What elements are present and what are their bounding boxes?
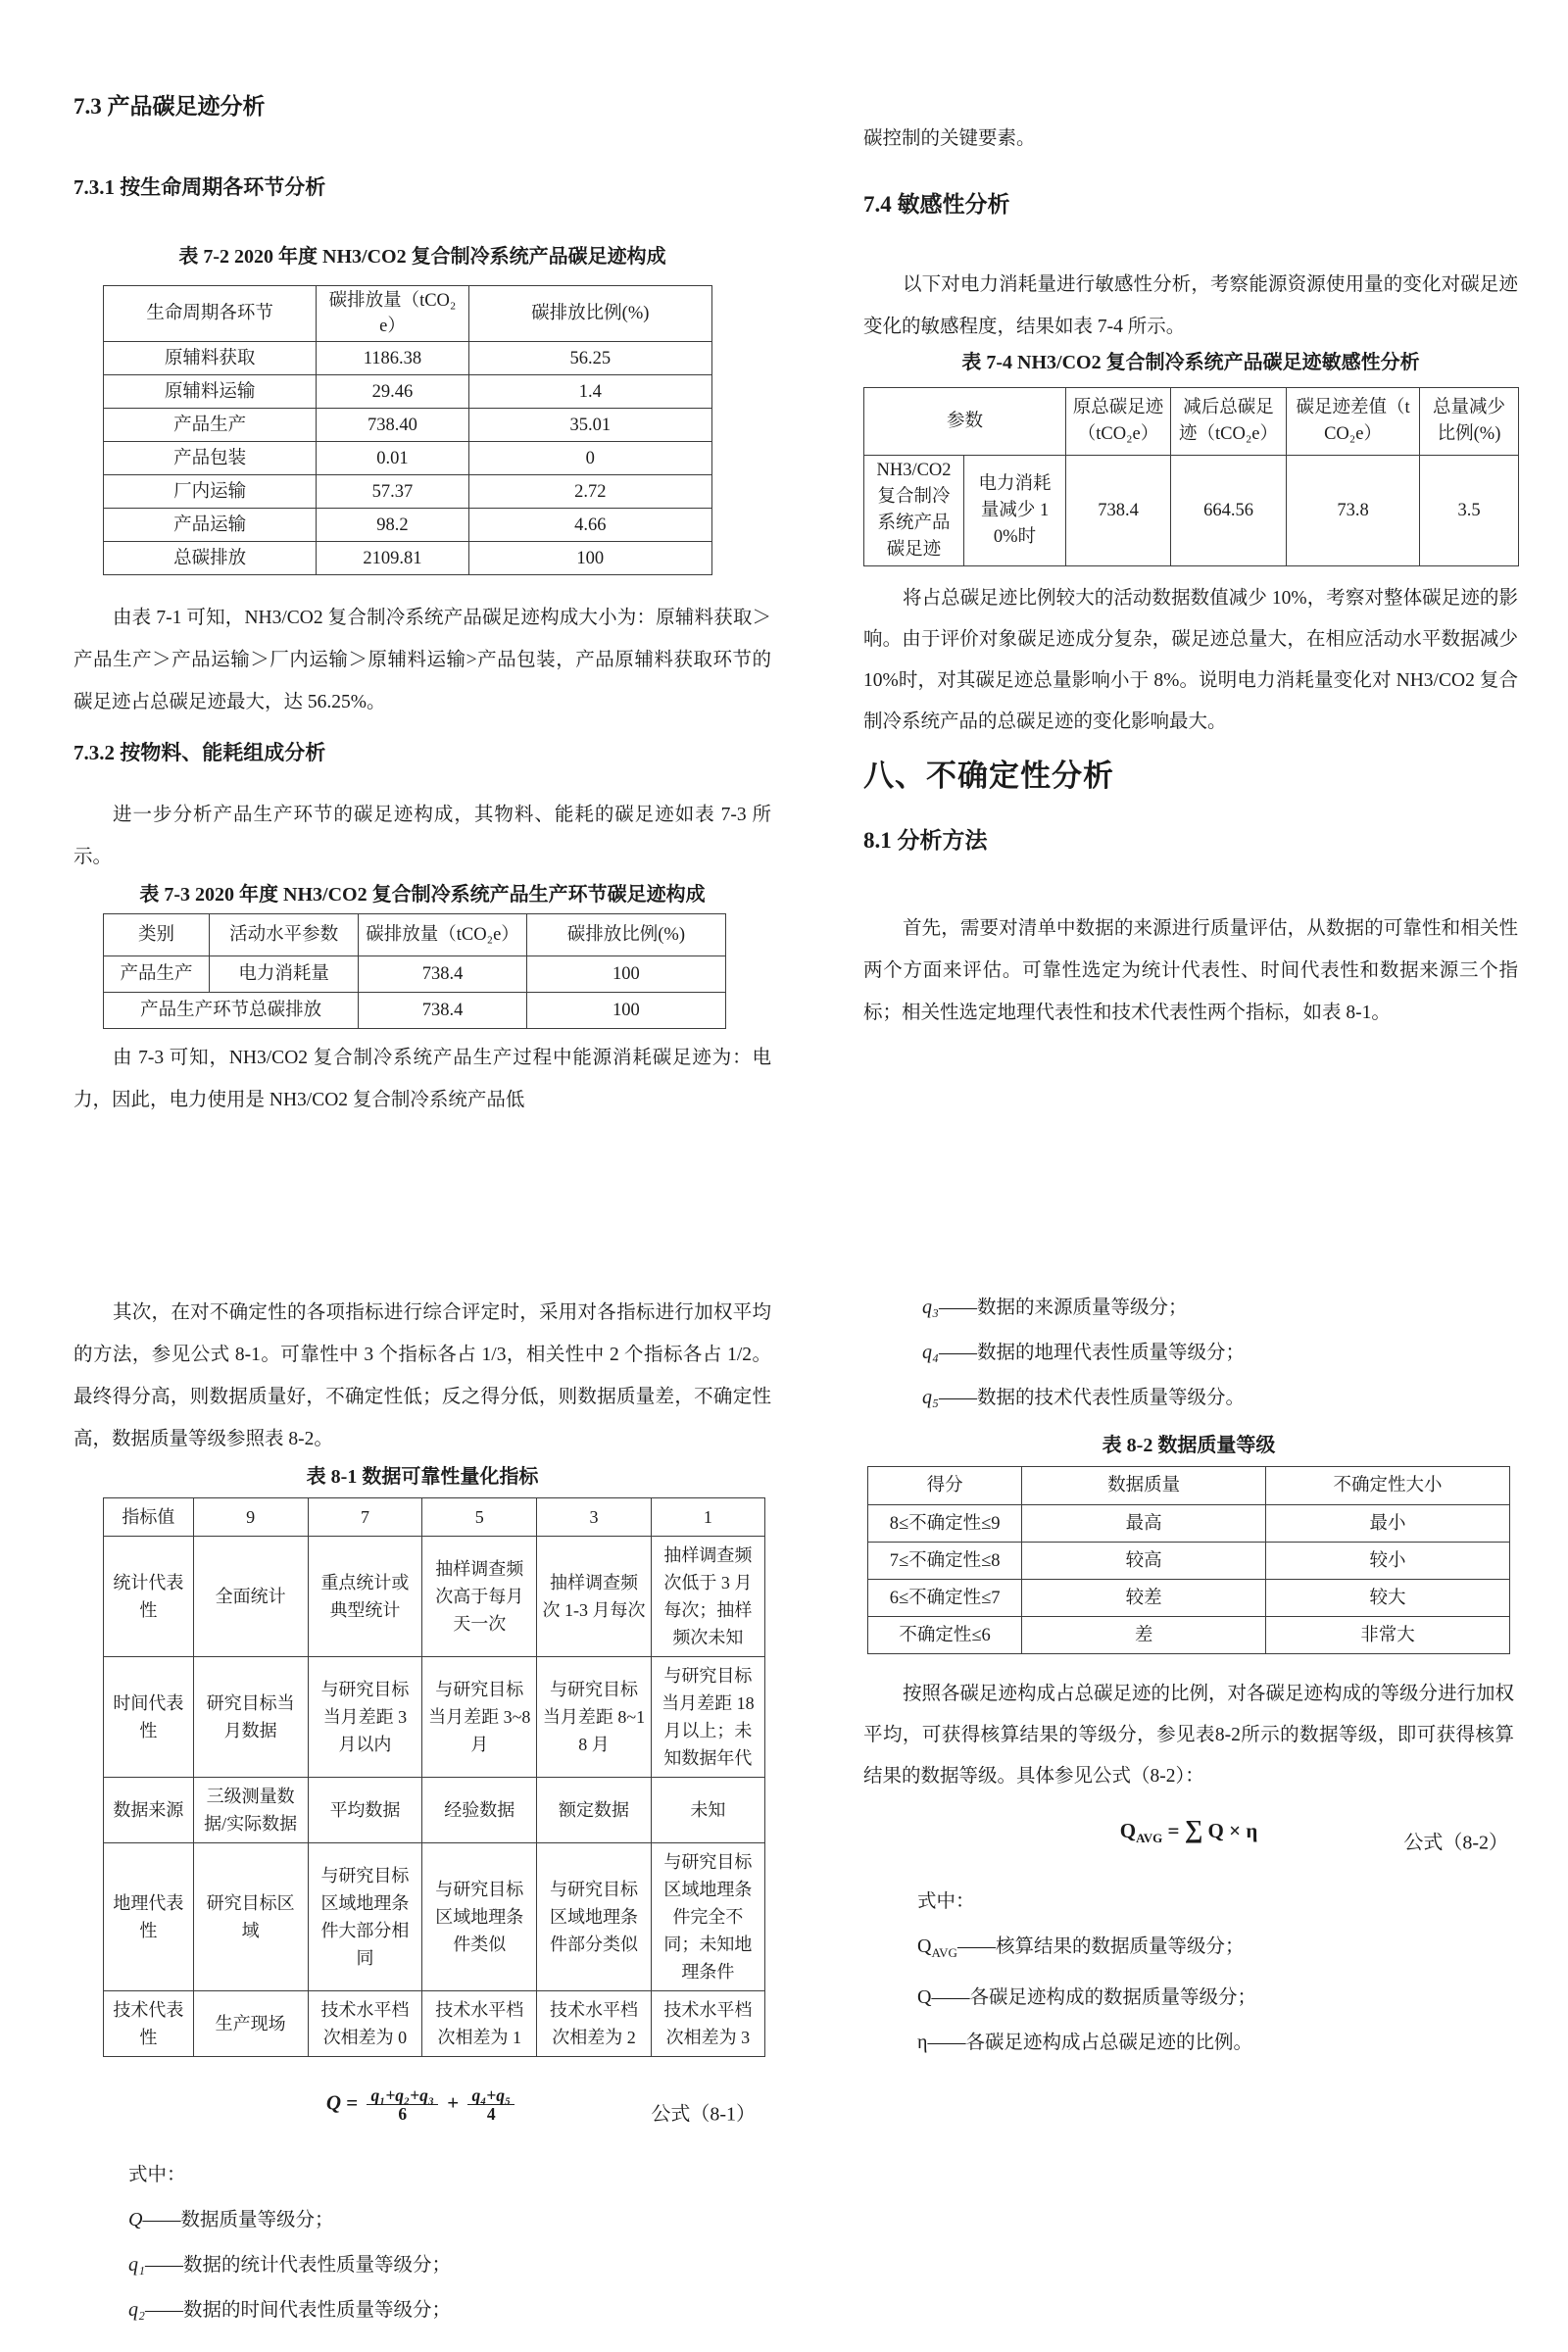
cell: 未知 xyxy=(651,1778,764,1843)
cell: 抽样调查频次低于 3 月每次；抽样频次未知 xyxy=(651,1537,764,1657)
paragraph-continuation: 碳控制的关键要素。 xyxy=(863,128,1036,149)
cell: 100 xyxy=(526,993,725,1029)
plus-sign: + xyxy=(441,2090,465,2115)
fraction-1 xyxy=(367,2086,438,2124)
formula-8-1-label: 公式（8-1） xyxy=(651,2103,756,2126)
definition-text: ——各碳足迹构成的数据质量等级分； xyxy=(931,1986,1256,2008)
cell: 研究目标区域 xyxy=(193,1843,308,1991)
col-uncertainty: 不确定性大小 xyxy=(1266,1467,1510,1505)
cell: 738.4 xyxy=(359,993,526,1029)
cell: 统计代表性 xyxy=(104,1537,194,1657)
cell: 全面统计 xyxy=(193,1537,308,1657)
cell: 技术水平档次相差为 0 xyxy=(308,1991,422,2057)
cell: 产品运输 xyxy=(104,509,317,542)
col-score-1: 1 xyxy=(651,1498,764,1537)
cell: 数据来源 xyxy=(104,1778,194,1843)
cell: 664.56 xyxy=(1171,456,1287,566)
cell: 三级测量数据/实际数据 xyxy=(193,1778,308,1843)
paragraph-grade-weighting: 按照各碳足迹构成占总碳足迹的比例，对各碳足迹构成的等级分进行加权平均，可获得核算结果的等级分，参见表8-2所示的数据等级，即可获得核算结果的数据等级。具体参见公式（8-2）： xyxy=(863,1684,1515,1787)
table-8-2 xyxy=(867,1466,1510,1654)
table-7-3-caption: 表 7-3 2020 年度 NH3/CO2 复合制冷系统产品生产环节碳足迹构成 xyxy=(139,884,706,906)
cell: 生产现场 xyxy=(193,1991,308,2057)
definition-Q xyxy=(74,2208,771,2232)
table-row xyxy=(104,409,712,442)
definition-QAVG xyxy=(863,1935,1514,1965)
cell: 98.2 xyxy=(317,509,468,542)
section-7-3-title: 7.3 产品碳足迹分析 xyxy=(74,94,266,119)
cell: 抽样调查频次 1-3 月每次 xyxy=(537,1537,652,1657)
definition-Q xyxy=(863,1985,1514,2010)
formula-8-1 xyxy=(74,2086,771,2137)
definition-q1 xyxy=(74,2253,771,2278)
term-subscript: AVG xyxy=(931,1944,957,1960)
definition-text: ——数据质量等级分； xyxy=(142,2210,334,2230)
formula-8-2 xyxy=(863,1815,1514,1866)
formula-8-1-expression xyxy=(326,2086,518,2124)
definition-text: ——核算结果的数据质量等级分； xyxy=(956,1936,1245,1957)
term: q₂ xyxy=(128,2299,145,2321)
col-category: 类别 xyxy=(104,914,210,956)
definition-eta xyxy=(863,2031,1514,2055)
col-score-3: 3 xyxy=(537,1498,652,1537)
cell: 产品包装 xyxy=(104,442,317,475)
cell: 较高 xyxy=(1022,1543,1266,1580)
cell: 厂内运输 xyxy=(104,475,317,509)
table-row xyxy=(104,993,726,1029)
cell: 技术水平档次相差为 2 xyxy=(537,1991,652,2057)
cell: 原辅料获取 xyxy=(104,342,317,375)
cell: 73.8 xyxy=(1287,456,1420,566)
definition-q4 xyxy=(863,1341,1514,1365)
cell: 738.4 xyxy=(1066,456,1171,566)
where-label: 式中： xyxy=(128,2165,186,2185)
table-7-4-header-row xyxy=(864,388,1519,456)
col-lifecycle-stage: 生命周期各环节 xyxy=(104,286,317,342)
cell: 产品生产 xyxy=(104,409,317,442)
col-emission-ratio: 碳排放比例(%) xyxy=(526,914,725,956)
cell: 电力消耗量减少 10%时 xyxy=(964,456,1066,566)
table-row xyxy=(104,509,712,542)
paragraph-sensitivity-intro: 以下对电力消耗量进行敏感性分析，考察能源资源使用量的变化对碳足迹变化的敏感程度，结果如表 7-4 所示。 xyxy=(863,274,1518,337)
table-row xyxy=(104,542,712,575)
formula-8-2-label: 公式（8-2） xyxy=(1403,1832,1508,1854)
cell: 7≤不确定性≤8 xyxy=(868,1543,1022,1580)
cell: 技术水平档次相差为 1 xyxy=(422,1991,537,2057)
table-row xyxy=(104,375,712,409)
col-score: 得分 xyxy=(868,1467,1022,1505)
table-row xyxy=(104,1991,765,2057)
table-7-4 xyxy=(863,387,1519,566)
cell: 电力消耗量 xyxy=(209,956,358,993)
section-8-1-title: 8.1 分析方法 xyxy=(863,828,988,853)
cell: 100 xyxy=(526,956,725,993)
where-label: 式中： xyxy=(917,1891,975,1912)
formula-lhs: Q xyxy=(1119,1819,1137,1842)
definition-text: ——数据的统计代表性质量等级分； xyxy=(144,2255,451,2276)
cell: 57.37 xyxy=(317,475,468,509)
cell: 技术代表性 xyxy=(104,1991,194,2057)
page-bottom-right xyxy=(863,1296,1514,2055)
col-score-7: 7 xyxy=(308,1498,422,1537)
table-row xyxy=(868,1617,1510,1654)
table-row xyxy=(868,1543,1510,1580)
definition-text: ——数据的时间代表性质量等级分； xyxy=(144,2300,451,2321)
table-row xyxy=(104,1657,765,1778)
cell: 35.01 xyxy=(468,409,711,442)
paragraph-intro-table73: 进一步分析产品生产环节的碳足迹构成，其物料、能耗的碳足迹如表 7-3 所示。 xyxy=(74,805,771,867)
numerator: q₄+q₅ xyxy=(467,2086,514,2105)
denominator: 4 xyxy=(486,2104,496,2125)
cell: 1.4 xyxy=(468,375,711,409)
page-bottom-left xyxy=(74,1292,771,2323)
table-7-3-header-row xyxy=(104,914,726,956)
cell: 738.4 xyxy=(359,956,526,993)
cell: NH3/CO2 复合制冷系统产品碳足迹 xyxy=(864,456,964,566)
cell: 0 xyxy=(468,442,711,475)
definition-text: ——各碳足迹构成占总碳足迹的比例。 xyxy=(927,2032,1252,2053)
definition-text: ——数据的技术代表性质量等级分。 xyxy=(938,1388,1245,1408)
col-score-5: 5 xyxy=(422,1498,537,1537)
term: q₄ xyxy=(922,1342,939,1363)
table-row xyxy=(104,1537,765,1657)
col-indicator: 指标值 xyxy=(104,1498,194,1537)
term: Q xyxy=(128,2209,143,2230)
definition-q5 xyxy=(863,1386,1514,1410)
cell: 1186.38 xyxy=(317,342,468,375)
paragraph-weighting-method: 其次，在对不确定性的各项指标进行综合评定时，采用对各指标进行加权平均的方法，参见公式 8-1。可靠性中 3 个指标各占 1/3，相关性中 2 个指标各占 1/2。最终得分高，则数据质量好，不确定性低；反之得分低，则数据质量差，不确定性高，数据质量等级参照表 8-2。 xyxy=(74,1302,771,1449)
table-8-2-header-row xyxy=(868,1467,1510,1505)
col-data-quality: 数据质量 xyxy=(1022,1467,1266,1505)
cell: 重点统计或典型统计 xyxy=(308,1537,422,1657)
cell: 与研究目标当月差距 18 月以上；未知数据年代 xyxy=(651,1657,764,1778)
paragraph-sensitivity-analysis: 将占总碳足迹比例较大的活动数据数值减少 10%，考察对整体碳足迹的影响。由于评价对象碳足迹成分复杂，碳足迹总量大，在相应活动水平数据减少 10%时，对其碳足迹总量影响小于 8%。说明电力消耗量变化对 NH3/CO2 复合制冷系统产品的总碳足迹的变化影响最大。 xyxy=(863,588,1518,732)
term: q₅ xyxy=(922,1387,939,1408)
definition-q2 xyxy=(74,2298,771,2323)
cell: 研究目标当月数据 xyxy=(193,1657,308,1778)
page-top-right xyxy=(863,118,1518,1034)
cell: 额定数据 xyxy=(537,1778,652,1843)
table-row xyxy=(104,342,712,375)
table-7-3 xyxy=(103,913,726,1029)
col-footprint-diff: 碳足迹差值（tCO₂e） xyxy=(1287,388,1420,456)
cell: 3.5 xyxy=(1420,456,1519,566)
cell: 技术水平档次相差为 3 xyxy=(651,1991,764,2057)
section-7-3-1-title: 7.3.1 按生命周期各环节分析 xyxy=(74,175,326,199)
cell: 较小 xyxy=(1266,1543,1510,1580)
table-7-2-caption: 表 7-2 2020 年度 NH3/CO2 复合制冷系统产品碳足迹构成 xyxy=(178,246,666,268)
term: q₁ xyxy=(128,2254,145,2276)
cell: 产品生产 xyxy=(104,956,210,993)
cell: 时间代表性 xyxy=(104,1657,194,1778)
denominator: 6 xyxy=(398,2104,408,2125)
cell: 与研究目标当月差距 8~18 月 xyxy=(537,1657,652,1778)
table-7-2 xyxy=(103,285,712,575)
cell: 差 xyxy=(1022,1617,1266,1654)
paragraph-table73-analysis: 由 7-3 可知，NH3/CO2 复合制冷系统产品生产过程中能源消耗碳足迹为：电力，因此，电力使用是 NH3/CO2 复合制冷系统产品低 xyxy=(74,1048,771,1110)
cell: 2.72 xyxy=(468,475,711,509)
page-top-left xyxy=(74,93,771,1121)
fraction-2 xyxy=(467,2086,514,2124)
cell: 6≤不确定性≤7 xyxy=(868,1580,1022,1617)
table-row xyxy=(104,1778,765,1843)
cell: 地理代表性 xyxy=(104,1843,194,1991)
cell: 与研究目标区域地理条件部分类似 xyxy=(537,1843,652,1991)
definition-text: ——数据的来源质量等级分； xyxy=(938,1298,1188,1318)
cell: 29.46 xyxy=(317,375,468,409)
cell: 抽样调查频次高于每月天一次 xyxy=(422,1537,537,1657)
formula-rhs: Q × η xyxy=(1202,1819,1258,1842)
cell: 最高 xyxy=(1022,1505,1266,1543)
col-emission-ratio: 碳排放比例(%) xyxy=(468,286,711,342)
col-original-footprint: 原总碳足迹（tCO₂e） xyxy=(1066,388,1171,456)
cell: 较差 xyxy=(1022,1580,1266,1617)
cell: 56.25 xyxy=(468,342,711,375)
equals-sign: = xyxy=(341,2090,364,2115)
cell: 100 xyxy=(468,542,711,575)
cell: 平均数据 xyxy=(308,1778,422,1843)
cell: 与研究目标区域地理条件类似 xyxy=(422,1843,537,1991)
table-7-4-caption: 表 7-4 NH3/CO2 复合制冷系统产品碳足迹敏感性分析 xyxy=(961,352,1420,373)
cell: 不确定性≤6 xyxy=(868,1617,1022,1654)
col-emission-amount: 碳排放量（tCO₂e） xyxy=(359,914,526,956)
table-row xyxy=(868,1580,1510,1617)
col-reduced-footprint: 减后总碳足迹（tCO₂e） xyxy=(1171,388,1287,456)
section-7-4-title: 7.4 敏感性分析 xyxy=(863,192,1010,217)
table-8-1-header-row xyxy=(104,1498,765,1537)
term: Q xyxy=(917,1985,932,2008)
formula-lhs: Q xyxy=(325,2090,342,2115)
table-row xyxy=(104,956,726,993)
col-emission-amount: 碳排放量（tCO₂e） xyxy=(317,286,468,342)
cell: 8≤不确定性≤9 xyxy=(868,1505,1022,1543)
numerator: q₁+q₂+q₃ xyxy=(367,2086,438,2105)
table-8-1-caption: 表 8-1 数据可靠性量化指标 xyxy=(306,1466,539,1488)
cell: 原辅料运输 xyxy=(104,375,317,409)
cell: 最小 xyxy=(1266,1505,1510,1543)
cell: 与研究目标区域地理条件完全不同；未知地理条件 xyxy=(651,1843,764,1991)
cell: 较大 xyxy=(1266,1580,1510,1617)
col-score-9: 9 xyxy=(193,1498,308,1537)
sigma-symbol: ∑ xyxy=(1184,1815,1203,1843)
term: Q xyxy=(917,1936,932,1957)
col-total-reduction: 总量减少比例(%) xyxy=(1420,388,1519,456)
paragraph-method-intro: 首先，需要对清单中数据的来源进行质量评估，从数据的可靠性和相关性两个方面来评估。可靠性选定为统计代表性、时间代表性和数据来源三个指标；相关性选定地理代表性和技术代表性两个指标，如表 8-1。 xyxy=(863,918,1518,1023)
paragraph-table72-analysis: 由表 7-1 可知，NH3/CO2 复合制冷系统产品碳足迹构成大小为：原辅料获取＞产品生产＞产品运输＞厂内运输＞原辅料运输>产品包装，产品原辅料获取环节的碳足迹占总碳足迹最大，达 56.25%。 xyxy=(74,608,771,712)
formula-8-2-expression xyxy=(1120,1815,1258,1846)
table-8-2-caption: 表 8-2 数据质量等级 xyxy=(1102,1435,1276,1456)
table-row xyxy=(104,1843,765,1991)
table-7-2-header-row xyxy=(104,286,712,342)
col-parameter: 参数 xyxy=(864,388,1066,456)
cell: 与研究目标当月差距 3 月以内 xyxy=(308,1657,422,1778)
equals-sign: = xyxy=(1162,1819,1185,1842)
cell: 0.01 xyxy=(317,442,468,475)
cell: 738.40 xyxy=(317,409,468,442)
table-8-1 xyxy=(103,1497,765,2057)
formula-subscript: AVG xyxy=(1136,1831,1163,1846)
cell: 2109.81 xyxy=(317,542,468,575)
term: q₃ xyxy=(922,1297,939,1318)
table-row xyxy=(104,475,712,509)
definition-q3 xyxy=(863,1296,1514,1320)
section-8-title: 八、不确定性分析 xyxy=(863,759,1114,793)
cell: 4.66 xyxy=(468,509,711,542)
definition-text: ——数据的地理代表性质量等级分； xyxy=(938,1343,1245,1363)
table-row xyxy=(104,442,712,475)
section-7-3-2-title: 7.3.2 按物料、能耗组成分析 xyxy=(74,741,326,764)
cell: 产品生产环节总碳排放 xyxy=(104,993,359,1029)
table-row xyxy=(868,1505,1510,1543)
cell: 非常大 xyxy=(1266,1617,1510,1654)
cell: 总碳排放 xyxy=(104,542,317,575)
table-row xyxy=(864,456,1519,566)
cell: 与研究目标区域地理条件大部分相同 xyxy=(308,1843,422,1991)
cell: 与研究目标当月差距 3~8 月 xyxy=(422,1657,537,1778)
term: η xyxy=(917,2031,928,2053)
cell: 经验数据 xyxy=(422,1778,537,1843)
col-activity-param: 活动水平参数 xyxy=(209,914,358,956)
